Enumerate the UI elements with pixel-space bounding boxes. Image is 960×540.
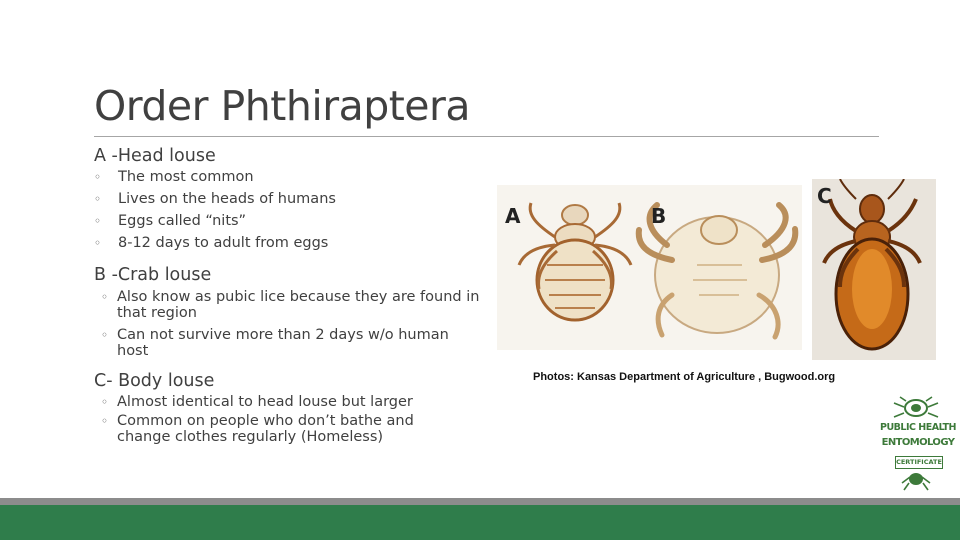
head-louse-bullets — [94, 169, 494, 251]
footer-gray-band — [0, 498, 960, 505]
list-item: ◦ Eggs called “nits” — [94, 213, 247, 229]
crab-louse-bullets — [94, 289, 484, 359]
bullet-icon: ◦ — [94, 192, 102, 206]
logo-line-3: CERTIFICATE — [895, 456, 943, 469]
section-heading-crab-louse: B -Crab louse — [94, 265, 212, 285]
bullet-icon: ◦ — [101, 328, 109, 342]
bullet-icon: ◦ — [101, 290, 109, 304]
list-item: ◦ Common on people who don’t bathe and change clothes regularly (Homeless) — [101, 413, 414, 445]
section-heading-head-louse: A -Head louse — [94, 146, 216, 166]
slide-content — [94, 146, 494, 451]
logo-line-2: ENTOMOLOGY — [881, 437, 955, 448]
label-b: B — [651, 204, 667, 228]
photo-credit: Photos: Kansas Department of Agriculture , Bugwood.org — [533, 371, 836, 383]
list-item: ◦ Almost identical to head louse but larger — [101, 394, 413, 410]
label-a: A — [505, 204, 521, 228]
footer-green-band — [0, 505, 960, 540]
list-item: ◦ Lives on the heads of humans — [94, 191, 336, 207]
section-heading-body-louse: C- Body louse — [94, 371, 215, 391]
bullet-icon: ◦ — [94, 214, 102, 228]
title-divider — [94, 136, 879, 137]
bullet-icon: ◦ — [94, 170, 102, 184]
list-item: ◦ Also know as pubic lice because they are found in that region — [101, 289, 480, 321]
head-and-crab-louse-photo — [497, 185, 802, 350]
slide-title: Order Phthiraptera — [94, 82, 470, 130]
list-item: ◦ The most common — [94, 169, 254, 185]
list-item: ◦ Can not survive more than 2 days w/o human host — [101, 327, 449, 359]
bullet-icon: ◦ — [101, 395, 109, 409]
bullet-icon: ◦ — [94, 236, 102, 250]
bullet-icon: ◦ — [101, 414, 109, 428]
public-health-entomology-logo — [876, 395, 956, 495]
label-c: C — [817, 184, 832, 208]
body-louse-bullets — [94, 394, 454, 445]
list-item: ◦ 8-12 days to adult from eggs — [94, 235, 329, 251]
logo-line-1: PUBLIC HEALTH — [880, 422, 956, 433]
